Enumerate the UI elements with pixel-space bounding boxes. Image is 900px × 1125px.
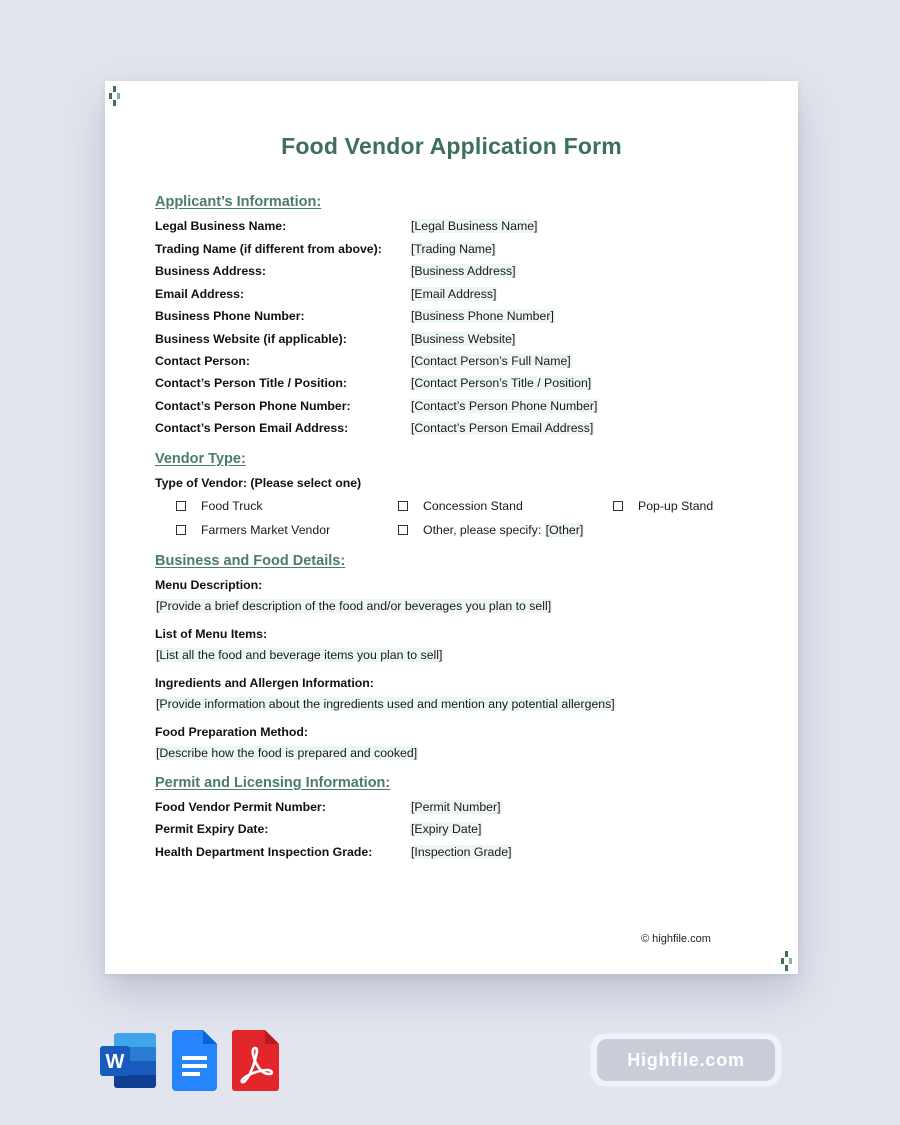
allergen-label: Ingredients and Allergen Information:	[155, 676, 374, 690]
option-label: Farmers Market Vendor	[201, 523, 331, 537]
business-section-heading: Business and Food Details:	[155, 553, 346, 569]
checkbox[interactable]	[398, 501, 408, 511]
field-value[interactable]: [Legal Business Name]	[411, 219, 538, 233]
preparation-label: Food Preparation Method:	[155, 725, 309, 739]
field-value[interactable]: [Inspection Grade]	[411, 845, 512, 859]
field-value[interactable]: [Permit Number]	[411, 800, 501, 814]
allergen-value[interactable]: [Provide information about the ingredients used and mention any potential allergens]	[156, 697, 615, 711]
google-docs-icon[interactable]	[172, 1030, 217, 1091]
field-value[interactable]: [Contact Person’s Full Name]	[411, 354, 571, 368]
brand-name: Highfile.com	[627, 1049, 745, 1070]
option-other-label: Other, please specify:	[423, 523, 542, 537]
document-page	[105, 81, 798, 974]
option-label: Food Truck	[201, 499, 263, 513]
option-label	[423, 523, 584, 537]
field-label: Permit Expiry Date:	[155, 822, 269, 836]
field-label: Business Address:	[155, 264, 266, 278]
field-label: Food Vendor Permit Number:	[155, 800, 326, 814]
vendor-type-question: Type of Vendor: (Please select one)	[155, 476, 362, 490]
checkbox[interactable]	[176, 525, 186, 535]
field-label: Contact’s Person Phone Number:	[155, 399, 351, 413]
field-value[interactable]: [Contact’s Person Phone Number]	[411, 399, 598, 413]
field-label: Contact Person:	[155, 354, 250, 368]
field-label: Trading Name (if different from above):	[155, 242, 382, 256]
preparation-value[interactable]: [Describe how the food is prepared and cooked]	[156, 746, 418, 760]
vendor-section-heading: Vendor Type:	[155, 451, 246, 467]
brand-badge[interactable]	[591, 1034, 781, 1086]
menu-items-label: List of Menu Items:	[155, 627, 268, 641]
checkbox[interactable]	[398, 525, 408, 535]
corner-mark-icon	[781, 951, 793, 971]
field-label: Business Phone Number:	[155, 309, 305, 323]
corner-mark-icon	[109, 86, 121, 106]
pdf-icon[interactable]	[232, 1030, 279, 1091]
menu-description-label: Menu Description:	[155, 578, 263, 592]
copyright-text: © highfile.com	[641, 933, 711, 945]
field-label: Legal Business Name:	[155, 219, 287, 233]
option-label: Pop-up Stand	[638, 499, 714, 513]
field-value[interactable]: [Business Phone Number]	[411, 309, 554, 323]
field-value[interactable]: [Business Address]	[411, 264, 516, 278]
field-value[interactable]: [Business Website]	[411, 332, 516, 346]
field-label: Business Website (if applicable):	[155, 332, 347, 346]
checkbox[interactable]	[176, 501, 186, 511]
other-specify-field[interactable]: [Other]	[545, 523, 584, 537]
field-value[interactable]: [Expiry Date]	[411, 822, 482, 836]
field-value[interactable]: [Contact Person’s Title / Position]	[411, 376, 592, 390]
field-label: Contact’s Person Email Address:	[155, 421, 349, 435]
page-title: Food Vendor Application Form	[281, 133, 622, 159]
applicant-section-heading: Applicant’s Information:	[155, 194, 322, 210]
checkbox[interactable]	[613, 501, 623, 511]
brand-badge-inner	[597, 1039, 775, 1081]
field-value[interactable]: [Contact’s Person Email Address]	[411, 421, 594, 435]
field-value[interactable]: [Email Address]	[411, 287, 497, 301]
field-value[interactable]: [Trading Name]	[411, 242, 496, 256]
menu-description-value[interactable]: [Provide a brief description of the food and/or beverages you plan to sell]	[156, 599, 552, 613]
field-label: Email Address:	[155, 287, 245, 301]
field-label: Health Department Inspection Grade:	[155, 845, 373, 859]
permit-section-heading: Permit and Licensing Information:	[155, 775, 391, 791]
field-label: Contact’s Person Title / Position:	[155, 376, 347, 390]
word-letter: W	[105, 1051, 125, 1073]
menu-items-value[interactable]: [List all the food and beverage items you plan to sell]	[156, 648, 443, 662]
option-label: Concession Stand	[423, 499, 523, 513]
word-icon[interactable]	[100, 1030, 158, 1090]
